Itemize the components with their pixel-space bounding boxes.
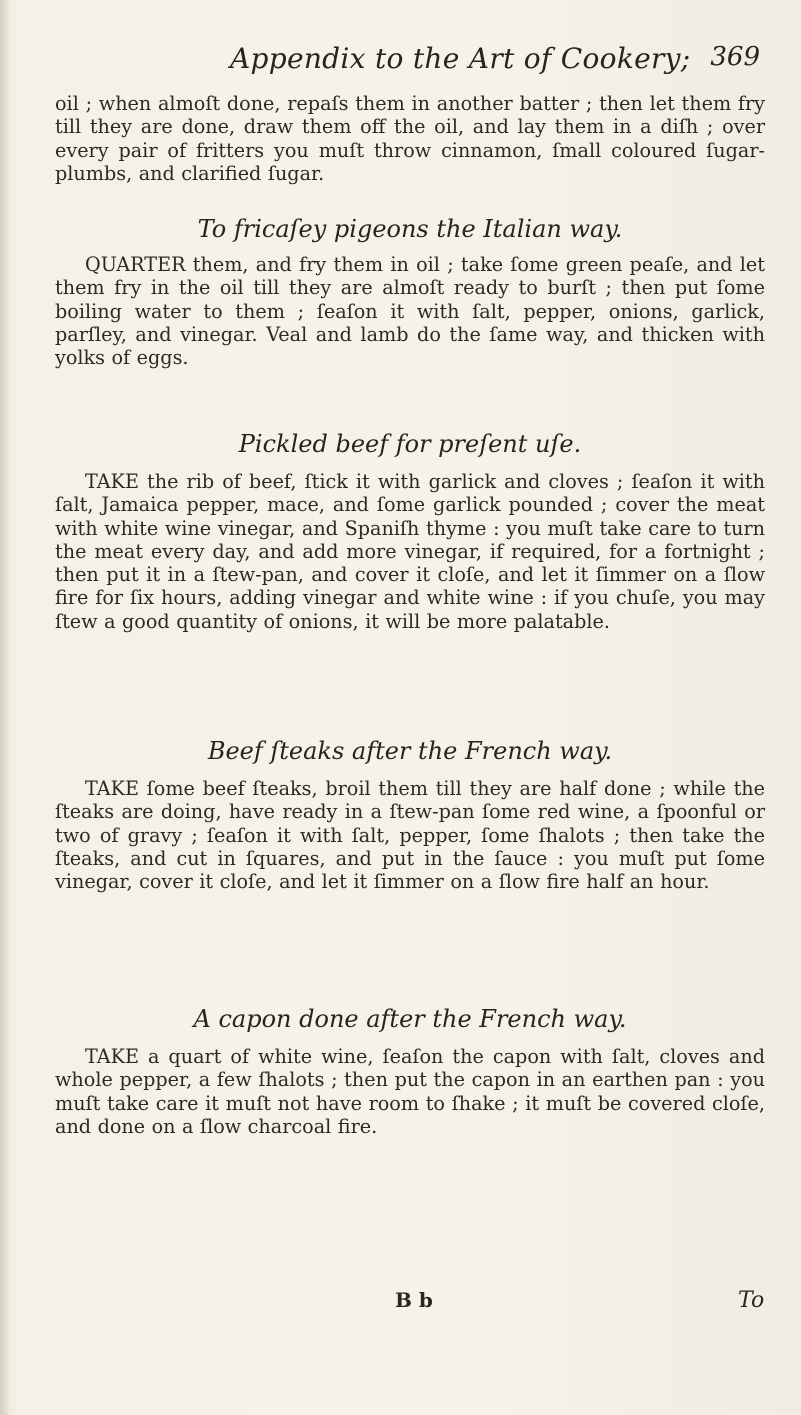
recipe-heading: A capon done after the French way. — [193, 1005, 627, 1033]
recipe-text: TAKE the rib of beef, ſtick it with garlick and cloves ; ſeaſon it with ſalt, Jamaica pepper, mace, and ſome garlick pounded ; cover the meat with white wine vinegar, and Spaniſh thyme : you muſt take care to turn the meat every day, and add more vinegar, if required, for a fortnight ; then put it in a ſtew-pan, and cover it cloſe, and let it ſimmer on a ſlow fire for ſix hours, adding vinegar and white wine : if you chuſe, you may ſtew a good quantity of onions, it will be more palatable. — [55, 470, 765, 633]
intro-paragraph: oil ; when almoſt done, repaſs them in another batter ; then let them fry till they are done, draw them off the oil, and lay them in a diſh ; over every pair of fritters you muſt throw cinnamon, ſmall coloured ſugar-plumbs, and clarified ſugar. — [55, 92, 765, 185]
recipe-text: TAKE ſome beef ſteaks, broil them till they are half done ; while the ſteaks are doing, have ready in a ſtew-pan ſome red wine, a ſpoonful or two of gravy ; ſeaſon it with ſalt, pepper, ſome ſhalots ; then take the ſteaks, and cut in ſquares, and put in the ſauce : you muſt put ſome vinegar, cover it cloſe, and let it ſimmer on a ſlow fire half an hour. — [55, 777, 765, 894]
recipe-section — [55, 215, 765, 369]
running-title: Appendix to the Art of Cookery; — [230, 42, 691, 75]
recipe-heading: Beef ſteaks after the French way. — [207, 737, 613, 765]
page-number: 369 — [710, 42, 760, 72]
recipe-heading: Pickled beef for preſent uſe. — [238, 430, 582, 458]
recipe-section — [55, 737, 765, 893]
recipe-text: QUARTER them, and fry them in oil ; take ſome green peaſe, and let them fry in the oil till they are almoſt ready to burſt ; then put ſome boiling water to them ; ſeaſon it with ſalt, pepper, onions, garlick, parſley, and vinegar. Veal and lamb do the ſame way, and thicken with yolks of eggs. — [55, 253, 765, 370]
page-header — [55, 42, 760, 94]
page-edge-shadow — [0, 0, 10, 1415]
intro-paragraph-block — [55, 92, 765, 185]
signature-mark: B b — [395, 1288, 433, 1312]
recipe-heading: To fricaſey pigeons the Italian way. — [197, 215, 623, 243]
recipe-section — [55, 430, 765, 633]
catchword: To — [738, 1288, 765, 1313]
recipe-text: TAKE a quart of white wine, ſeaſon the capon with ſalt, cloves and whole pepper, a few ſhalots ; then put the capon in an earthen pan : you muſt take care it muſt not have room to ſhake ; it muſt be covered cloſe, and done on a ſlow charcoal fire. — [55, 1045, 765, 1138]
recipe-section — [55, 1005, 765, 1138]
